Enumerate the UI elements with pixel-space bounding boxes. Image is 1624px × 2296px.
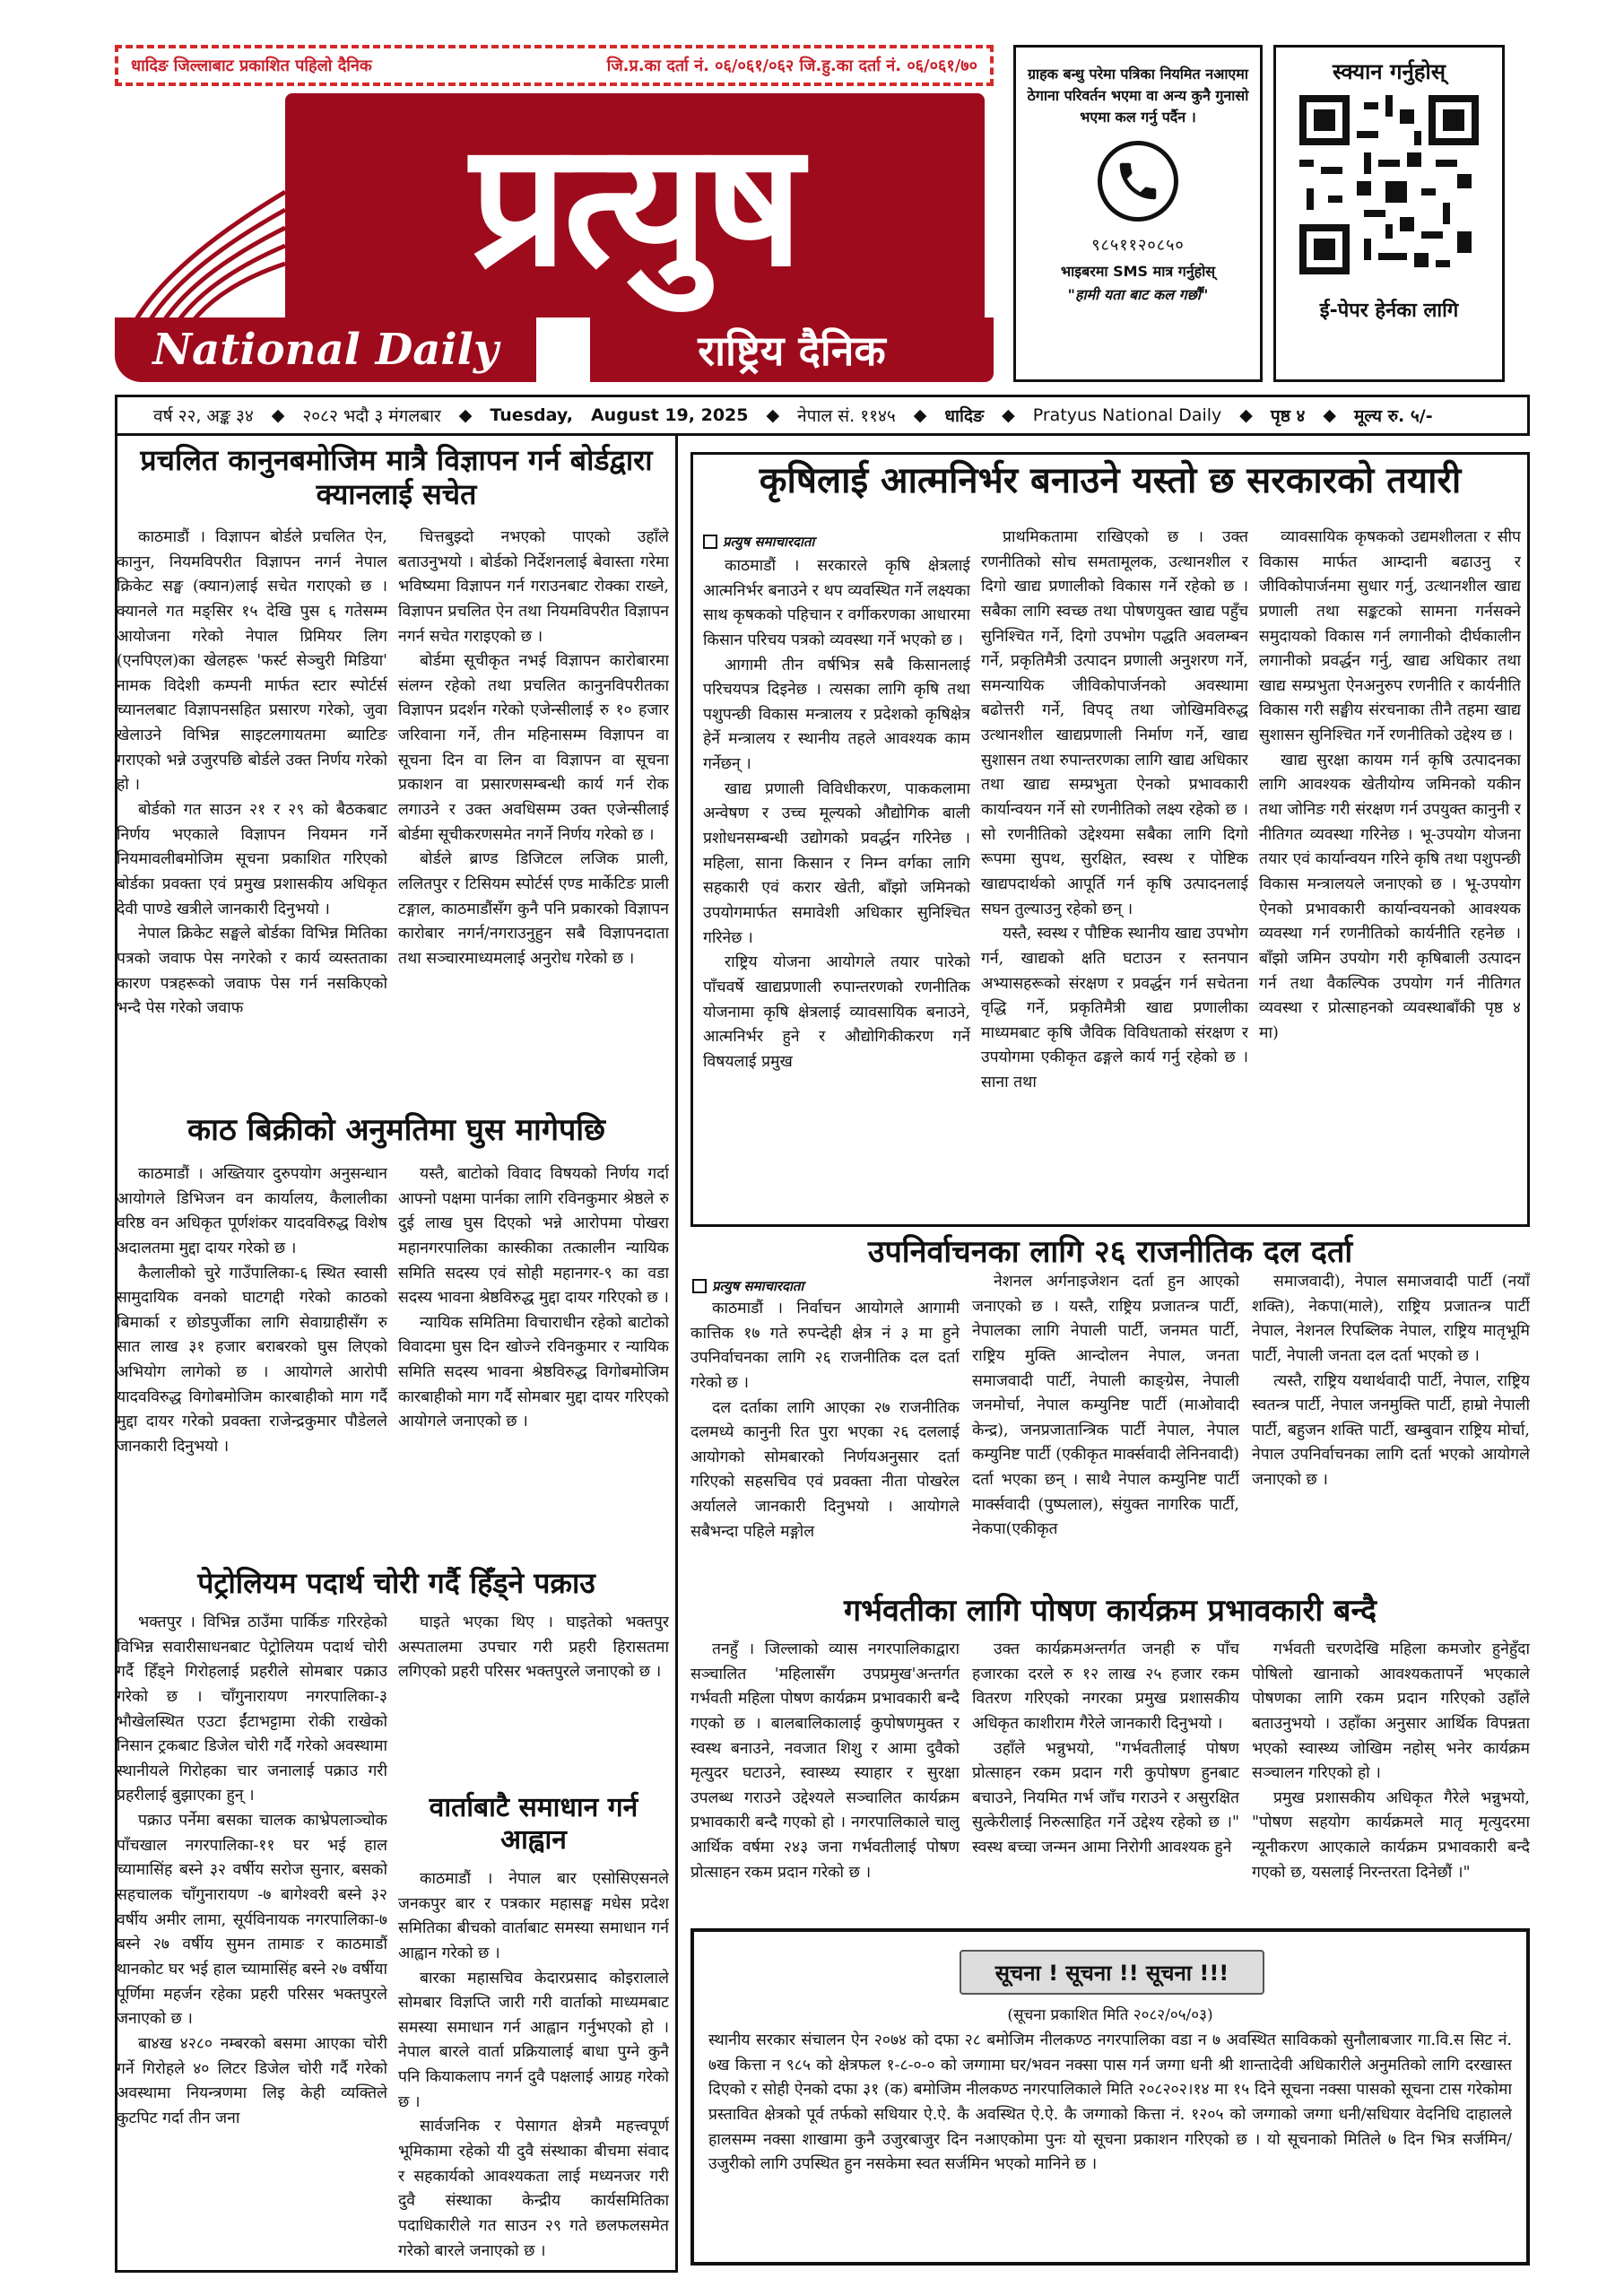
price: मूल्य रु. ५/- [1354, 406, 1433, 426]
story-body-column [398, 1867, 669, 2267]
byline-box-icon [703, 535, 717, 549]
paragraph: घाइते भएका थिए । घाइतेको भक्तपुर अस्पतालमा उपचार गरी प्रहरी हिरासतमा लगिएको प्रहरी परिसर भक्तपुरले जनाएको छ । [398, 1613, 669, 1682]
paragraph: आगामी तीन वर्षभित्र सबै किसानलाई परिचयपत्र दिइनेछ । त्यसका लागि कृषि तथा पशुपन्छी विकास मन्त्रालय र प्रदेशको कृषिक्षेत्र हेर्ने मन्त्रालय र स्थानीय तहले आवश्यक काम गर्नेछन् । [703, 656, 970, 774]
paragraph: बोर्डमा सूचीकृत नभई विज्ञापन कारोबारमा संलग्न रहेको तथा प्रचलित कानुनविपरीतका विज्ञापन प्रदर्शन गरेको एजेन्सीलाई रु १० हजार जरिवाना गर्ने, तीन महिनासम्म विज्ञापन वा सूचना दिन वा लिन वा विज्ञापन वा सूचना प्रकाशन वा प्रसारणसम्बन्धी कार्य गर्न रोक लगाउने र उक्त अवधिसम्म उक्त एजेन्सीलाई बोर्डमा सूचीकरणसमेत नगर्ने निर्णय गरेको छ । [398, 652, 669, 844]
paragraph: व्यावसायिक कृषकको उद्यमशीलता र सीप विकास मार्फत आम्दानी बढाउनु र जीविकोपार्जनमा सुधार गर्नु, उत्थानशील खाद्य प्रणाली तथा सङ्कटको सामना गर्नसक्ने समुदायको विकास गर्न लगानीको दीर्घकालीन लगानीको प्रवर्द्धन गर्नु, खाद्य अधिकार तथा खाद्य सम्प्रभुता ऐनअनुरुप रणनीति र कार्यनीति विकास गरी सङ्घीय संरचनाका तीनै तहमा खाद्य सुशासन सुनिश्चित गर्ने रणनीतिको उद्देश्य छ । [1259, 528, 1521, 745]
nepal-sambat: नेपाल सं. ११४५ [797, 406, 896, 426]
lead-headline[interactable]: कृषिलाई आत्मनिर्भर बनाउने यस्तो छ सरकारको तयारी [759, 460, 1462, 501]
story-body-column [1252, 1638, 1530, 1916]
paragraph: खाद्य प्रणाली विविधीकरण, पाककलामा अन्वेषण र उच्च मूल्यको औद्योगिक बाली प्रशोधनसम्बन्धी उद्योगको प्रवर्द्धन गरिनेछ । महिला, साना किसान र निम्न वर्गका लागि सहकारी एवं करार खेती, बाँझो जमिनको उपयोगमार्फत समावेशी अधिकार सुनिश्चित गरिनेछ । [703, 779, 970, 947]
byline [692, 1277, 803, 1295]
contact-sms-note: भाइबरमा SMS मात्र गर्नुहोस् [1060, 263, 1216, 280]
qr-box [1273, 45, 1505, 382]
paragraph: बोर्डको गत साउन २१ र २९ को बैठकबाट निर्णय भएकाले विज्ञापन नियमन गर्ने नियमावलीबमोजिम सूचना प्रकाशित गरिएको बोर्डका प्रवक्ता एवं प्रमुख प्रशासकीय अधिकृत देवी पाण्डे खत्रीले जानकारी दिनुभयो । [117, 801, 387, 918]
brand-name: Pratyus National Daily [1032, 405, 1222, 425]
story-body-column [398, 1162, 669, 1575]
paragraph: चित्तबुझ्दो नभएको पाएको उहाँले बताउनुभयो । बोर्डको निर्देशनलाई बेवास्ता गरेमा भविष्यमा विज्ञापन गर्न गराउनबाट रोक्का राख्ने, विज्ञापन प्रचलित ऐन तथा नियमविपरीत विज्ञापन नगर्न सचेत गराइएको छ । [398, 528, 669, 646]
paragraph: काठमाडौं । अख्तियार दुरुपयोग अनुसन्धान आयोगले डिभिजन वन कार्यालय, कैलालीका वरिष्ठ वन अधिकृत पूर्णशंकर यादवविरुद्ध विशेष अदालतमा मुद्दा दायर गरेको छ । [117, 1165, 387, 1257]
page-number: पृष्ठ ४ [1270, 406, 1306, 426]
newspaper-logo [115, 93, 994, 382]
story-headline[interactable]: वार्ताबाटै समाधान गर्न आह्वान [429, 1792, 638, 1856]
issue-volume: वर्ष २२, अङ्क ३४ [153, 406, 254, 426]
paragraph: बोर्डले ब्राण्ड डिजिटल लजिक प्राली, ललितपुर र टिसियम स्पोर्टर्स एण्ड मार्केटिङ प्राली टङ्गाल, काठमाडौंसँग कुनै पनि प्रकारको विज्ञापन कारोबार नगर्न/नगराउनुहुन सबै विज्ञापनदाता तथा सञ्चारमाध्यमलाई अनुरोध गरेको छ । [398, 850, 669, 968]
paragraph: उक्त कार्यक्रमअन्तर्गत जनही रु पाँच हजारका दरले रु १२ लाख २५ हजार रकम वितरण गरिएको नगरका प्रमुख प्रशासकीय अधिकृत काशीराम गैरेले जानकारी दिनुभयो । [972, 1640, 1239, 1733]
paragraph: काठमाडौं । निर्वाचन आयोगले आगामी कात्तिक १७ गते रुपन्देही क्षेत्र नं ३ मा हुने उपनिर्वाचनका लागि २६ राजनीतिक दल दर्ता गरेको छ । [690, 1300, 960, 1392]
registration-number: जि.प्र.का दर्ता नं. ०६/०६१/०६२ जि.हु.का दर्ता नं. ०६/०६१/७० [606, 57, 977, 75]
story-body-column [117, 1162, 387, 1575]
paragraph: प्राथमिकतामा राखिएको छ । उक्त रणनीतिको सोच समतामूलक, उत्थानशील र दिगो खाद्य प्रणालीको विकास गर्ने रहेको छ । सबैका लागि स्वच्छ तथा पोषणयुक्त खाद्य पहुँच सुनिश्चित गर्ने, दिगो उपभोग पद्धति अवलम्बन गर्ने, प्रकृतिमैत्री उत्पादन प्रणाली अनुशरण गर्ने, समन्यायिक जीविकोपार्जनको अवस्थामा बढोत्तरी गर्ने, विपद् तथा जोखिमविरुद्ध उत्थानशील खाद्यप्रणाली निर्माण गर्ने, खाद्य सुशासन तथा रुपान्तरणका लागि खाद्य अधिकार तथा खाद्य सम्प्रभुता ऐनको प्रभावकारी कार्यान्वयन गर्ने सो रणनीतिको लक्ष्य रहेको छ । सो रणनीतिको उद्देश्यमा सबैका लागि दिगो रूपमा सुपथ, सुरक्षित, स्वस्थ र पोष्टिक खाद्यपदार्थको आपूर्ति गर्न कृषि उत्पादनलाई सघन तुल्याउनु रहेको छन् । [981, 528, 1248, 918]
logo-nepali-text: राष्ट्रिय दैनिक [698, 326, 886, 375]
story-body-column [117, 1611, 387, 2266]
paragraph: काठमाडौं । विज्ञापन बोर्डले प्रचलित ऐन, कानुन, नियमविपरीत विज्ञापन नगर्न नेपाल क्रिकेट सङ्घ (क्यान)लाई सचेत गराएको छ । क्यानले गत मङ्सिर १५ देखि पुस ६ गतेसम्म आयोजना गरेको नेपाल प्रिमियर लिग (एनपिएल)का खेलहरू 'फर्स्ट सेञ्चुरी मिडिया' नामक विदेशी कम्पनी मार्फत स्टार स्पोर्टर्स च्यानलबाट विज्ञापनसहित प्रसारण गरेको, जुवा खेलाउने विभिन्न साइटलगायतमा ब्याटिङ गराएको भन्ने उजुरपछि बोर्डले उक्त निर्णय गरेको हो । [117, 528, 387, 795]
logo-title: प्रत्युष [470, 106, 800, 304]
byline [703, 533, 814, 551]
notice-date: (सूचना प्रकाशित मिति २०८२/०५/०३) [1007, 2006, 1213, 2024]
story-body-column [117, 526, 387, 1100]
contact-note: ग्राहक बन्धु परेमा पत्रिका नियमित नआएमा ठेगाना परिवर्तन भएमा वा अन्य कुनै गुनासो भएमा कल गर्नु पर्दैन । [1027, 65, 1249, 126]
story-body-column [981, 526, 1248, 1218]
paragraph: सार्वजनिक र पेसागत क्षेत्रमै महत्त्वपूर्ण भूमिकामा रहेको यी दुवै संस्थाका बीचमा संवाद र सहकार्यको आवश्यकता लाई मध्यनजर गरी दुवै संस्थाका केन्द्रीय कार्यसमितिका पदाधिकारीले गत साउन २९ गते छलफलसमेत गरेको बारले जनाएको छ । [398, 2118, 669, 2260]
paragraph: कैलालीको चुरे गाउँपालिका-६ स्थित स्वासी सामुदायिक वनको घाटगद्दी गरेको काठको बिमार्का र छोडपुर्जीका लागि सेवाग्राहीसँग रु सात लाख ३१ हजार बराबरको घुस लिएको अभियोग लागेको छ । आयोगले आरोपी यादवविरुद्ध विगोबमोजिम कारबाहीको माग गर्दै मुद्दा दायर गरेको प्रवक्ता राजेन्द्रकुमार पौडेलले जानकारी दिनुभयो । [117, 1264, 387, 1457]
paragraph: त्यस्तै, राष्ट्रिय यथार्थवादी पार्टी, नेपाल, राष्ट्रिय स्वतन्त्र पार्टी, नेपाल जनमुक्ति पार्टी, हाम्रो नेपाली पार्टी, बहुजन शक्ति पार्टी, खम्बुवान राष्ट्रिय मोर्चा, नेपाल उपनिर्वाचनका लागि दर्ता भएको आयोगले जनाएको छ । [1252, 1371, 1530, 1490]
issue-place: धादिङ [944, 406, 985, 426]
paragraph: भक्तपुर । विभिन्न ठाउँमा पार्किङ गरिरहेको विभिन्न सवारीसाधनबाट पेट्रोलियम पदार्थ चोरी गर्दै हिँड्ने गिरोहलाई प्रहरीले सोमबार पक्राउ गरेको छ । चाँगुनारायण नगरपालिका-३ भौखेलस्थित एउटा ईंटाभट्टामा रोकी राखेको निसान ट्रकबाट डिजेल चोरी गर्दै गरेको अवस्थामा स्थानीयले गिरोहका चार जनालाई पक्राउ गरी प्रहरीलाई बुझाएका हुन् । [117, 1613, 387, 1805]
logo-english-block [115, 317, 536, 382]
paragraph: खाद्य सुरक्षा कायम गर्न कृषि उत्पादनका लागि आवश्यक खेतीयोग्य जमिनको यकीन तथा जोनिङ गरी संरक्षण गर्न उपयुक्त कानुनी र नीतिगत व्यवस्था गरिनेछ । भू-उपयोग योजना तयार एवं कार्यान्वयन गरिने कृषि तथा पशुपन्छी विकास मन्त्रालयले जनाएको छ । भू-उपयोग ऐनको प्रभावकारी कार्यान्वयनको आवश्यक व्यवस्था गर्न रणनीतिको कार्यनीति रहनेछ । बाँझो जमिन उपयोग गरी कृषिबाली उत्पादन गर्न तथा वैकल्पिक उपयोग गर्न नीतिगत व्यवस्था र प्रोत्साहनको व्यवस्थाबाँकी पृष्ठ ४ मा) [1259, 751, 1521, 1042]
paragraph: राष्ट्रिय योजना आयोगले तयार पारेको पाँचवर्षे खाद्यप्रणाली रुपान्तरणको रणनीतिक योजनामा कृषि क्षेत्रलाई व्यावसायिक बनाउने, आत्मनिर्भर हुने र औद्योगिकीकरण गर्ने विषयलाई प्रमुख [703, 953, 970, 1071]
byline-text: प्रत्युष समाचारदाता [723, 534, 815, 550]
paragraph: यस्तै, स्वस्थ र पौष्टिक स्थानीय खाद्य उपभोग गर्न, खाद्यको क्षति घटाउन र स्तनपान अभ्यासहरूको संरक्षण र प्रवर्द्धन गर्न सचेतना वृद्धि गर्ने, प्रकृतिमैत्री खाद्य प्रणालीका माध्यमबाट कृषि जैविक विविधताको संरक्षण र उपयोगमा एकीकृत ढङ्गले कार्य गर्नु रहेको छ । साना तथा [981, 925, 1248, 1092]
paragraph: तनहुँ । जिल्लाको व्यास नगरपालिकाद्वारा सञ्चालित 'महिलासँग उपप्रमुख'अन्तर्गत गर्भवती महिला पोषण कार्यक्रम प्रभावकारी बन्दै गएको छ । बालबालिकालाई कुपोषणमुक्त र स्वस्थ बनाउने, नवजात शिशु र आमा दुवैको मृत्युदर घटाउने, स्वास्थ्य स्याहार र सुरक्षा उपलब्ध गराउने उद्देश्यले सञ्चालित कार्यक्रम प्रभावकारी बन्दै गएको हो । नगरपालिकाले चालु आर्थिक वर्षमा २४३ जना गर्भवतीलाई पोषण प्रोत्साहन रकम प्रदान गरेको छ । [690, 1640, 960, 1882]
paragraph: प्रमुख प्रशासकीय अधिकृत गैरेले भन्नुभयो, "पोषण सहयोग कार्यक्रमले मातृ मृत्युदरमा न्यूनीकरण आएकाले कार्यक्रम प्रभावकारी बन्दै गएको छ, यसलाई निरन्तरता दिनेछौं ।" [1252, 1788, 1530, 1882]
qr-code-icon[interactable] [1299, 95, 1479, 274]
contact-phone-number[interactable]: ९८५११२०८५० [1091, 236, 1185, 255]
story-body-column [703, 554, 970, 1218]
paragraph: नेपाल क्रिकेट सङ्घले बोर्डका विभिन्न मितिका पत्रको जवाफ पेस नगरेको र कार्य व्यस्तताका कारण पत्रहरूको जवाफ पेस गर्न नसकिएको भन्दै पेस गरेको जवाफ [117, 925, 387, 1018]
paragraph: काठमाडौं । सरकारले कृषि क्षेत्रलाई आत्मनिर्भर बनाउने र थप व्यवस्थित गर्ने लक्ष्यका साथ कृषकको पहिचान र वर्गीकरणका आधारमा किसान परिचय पत्रको व्यवस्था गर्ने भएको छ । [703, 557, 970, 649]
paragraph: समाजवादी), नेपाल समाजवादी पार्टी (नयाँ शक्ति), नेकपा(माले), राष्ट्रिय प्रजातन्त्र पार्टी नेपाल, नेशनल रिपब्लिक नेपाल, राष्ट्रिय मातृभूमि पार्टी, नेपाली जनता दल दर्ता भएको छ । [1252, 1273, 1530, 1365]
paragraph: काठमाडौं । नेपाल बार एसोसिएसनले जनकपुर बार र पत्रकार महासङ्घ मधेस प्रदेश समितिका बीचको वार्ताबाट समस्या समाधान गर्न आह्वान गरेको छ । [398, 1870, 669, 1962]
byline-box-icon [692, 1279, 707, 1293]
logo-nepali-block [590, 317, 994, 382]
story-body-column [690, 1638, 960, 1916]
contact-box [1013, 45, 1263, 382]
logo-main-block [285, 93, 985, 317]
paragraph: गर्भवती चरणदेखि महिला कमजोर हुनेहुँदा पोषिलो खानाको आवश्यकतापर्ने भएकाले पोषणका लागि रकम प्रदान गरिएको उहाँले बताउनुभयो । उहाँका अनुसार आर्थिक विपन्नता भएको स्वास्थ्य जोखिम नहोस् भनेर कार्यक्रम सञ्चालन गरिएको हो । [1252, 1640, 1530, 1783]
paragraph: यस्तै, बाटोको विवाद विषयको निर्णय गर्दा आफ्नो पक्षमा पार्नका लागि रविनकुमार श्रेष्ठले रु दुई लाख घुस दिएको भन्ने आरोपमा पोखरा महानगरपालिका कास्कीका तत्कालीन न्यायिक समिति सदस्य एवं सोही महानगर-९ का वडा सदस्य भावना श्रेष्ठविरुद्ध मुद्दा दायर गरिएको छ । [398, 1165, 669, 1308]
paragraph: न्यायिक समितिमा विचाराधीन रहेको बाटोको विवादमा घुस दिन खोज्ने रविनकुमार र न्यायिक समिति सदस्य भावना श्रेष्ठविरुद्ध विगोबमोजिम कारबाहीको माग गर्दै सोमबार मुद्दा दायर गरिएको आयोगले जनाएको छ । [398, 1313, 669, 1431]
issue-info-bar: वर्ष २२, अङ्क ३४ ◆ २०८२ भदौ ३ मंगलबार ◆ Tuesday, August 19, 2025 ◆ नेपाल सं. ११४५ ◆ धादिङ ◆ Pratyus National Daily ◆ पृष्ठ ४ ◆ मूल्य रु. ५/- [115, 395, 1530, 436]
masthead-tagline: धादिङ जिल्लाबाट प्रकाशित पहिलो दैनिक [131, 57, 372, 75]
story-headline[interactable]: काठ बिक्रीको अनुमतिमा घुस मागेपछि [187, 1112, 605, 1148]
qr-scan-label: स्क्यान गर्नुहोस् [1332, 59, 1446, 84]
story-body-column [972, 1638, 1239, 1916]
paragraph: बा४ख ४२८० नम्बरको बसमा आएका चोरी गर्ने गिरोहले ४० लिटर डिजेल चोरी गर्दै गरेको अवस्थामा नियन्त्रणमा लिइ केही व्यक्तिले कुटपिट गर्दा तीन जना [117, 2034, 387, 2127]
contact-quote: "हामी यता बाट कल गर्छौं" [1067, 286, 1209, 303]
story-body-column [1259, 526, 1521, 1218]
story-body-column [972, 1270, 1239, 1587]
phone-icon [1098, 141, 1178, 222]
issue-date-english: August 19, 2025 [590, 405, 749, 425]
notice-title: सूचना ! सूचना !! सूचना !!! [960, 1950, 1264, 1995]
story-body-column [1252, 1270, 1530, 1587]
paragraph: बारका महासचिव केदारप्रसाद कोइरालाले सोमबार विज्ञप्ति जारी गरी वार्ताको माध्यमबाट समस्या समाधान गर्न आह्वान गर्नुभएको हो । नेपाल बारले वार्ता प्रक्रियालाई बाधा पुग्ने कुनै पनि कियाकलाप नगर्न दुवै पक्षलाई आग्रह गरेको छ । [398, 1969, 669, 2111]
paragraph: उहाँले भन्नुभयो, "गर्भवतीलाई पोषण प्रोत्साहन रकम प्रदान गरी कुपोषण हुनबाट बचाउने, नियमित गर्भ जाँच गराउने र असुरक्षित सुत्केरीलाई निरुत्साहित गर्ने उद्देश्य रहेको छ ।" स्वस्थ बच्चा जन्मन आमा निरोगी आवश्यक हुने [972, 1739, 1239, 1857]
notice-body: स्थानीय सरकार संचालन ऐन २०७४ को दफा २८ बमोजिम नीलकण्ठ नगरपालिका वडा न ७ अवस्थित साविकको सुनौलाबजार गा.वि.स सिट नं. ७ख कित्ता न ९८५ को क्षेत्रफल १-८-०-० को जग्गामा घर/भवन नक्सा पास गर्न जग्गा धनी श्री शान्तादेवी अधिकारीले अनुमतिको लागि दरखास्त दिएको र सोही ऐनको दफा ३१ (क) बमोजिम नीलकण्ठ नगरपालिकाले मिति २०८२०२।१४ मा १५ दिने सूचना नक्सा पासको सूचना टास गरेकोमा प्रस्तावित क्षेत्रको पूर्व तर्फको सधियार ऐ.ऐ. कै अवस्थित ऐ.ऐ. कै जग्गाको कित्ता नं. १२०५ को जग्गाको जग्गा धनी/सधियार वेदनिधि दाहालले हालसम्म नक्सा शाखामा कुनै उजुरबाजुर दिन नआएकोमा पुनः यो सूचना प्रकाशन गरिएको छ । यो सूचनाको मितिले ७ दिन भित्र सर्जमिन/उजुरीको लागि उपस्थित हुन नसकेमा स्वत सर्जमिन भएको मानिने छ । [708, 2031, 1512, 2174]
paragraph: नेशनल अर्गनाइजेशन दर्ता हुन आएको जनाएको छ । यस्तै, राष्ट्रिय प्रजातन्त्र पार्टी, नेपालका लागि नेपाली पार्टी, जनमत पार्टी, राष्ट्रिय मुक्ति आन्दोलन नेपाल, जनता समाजवादी पार्टी, नेपाली काङ्ग्रेस, नेपाली जनमोर्चा, नेपाल कम्युनिष्ट पार्टी (माओवादी केन्द्र), जनप्रजातान्त्रिक पार्टी नेपाल, नेपाल कम्युनिष्ट पार्टी (एकीकृत मार्क्सवादी लेनिनवादी) दर्ता भएका छन् । साथै नेपाल कम्युनिष्ट पार्टी मार्क्सवादी (पुष्पलाल), संयुक्त नागरिक पार्टी, नेकपा(एकीकृत [972, 1273, 1239, 1539]
byline-text: प्रत्युष समाचारदाता [712, 1278, 804, 1294]
story-body-column [398, 1611, 669, 1787]
story-body-column [690, 1297, 960, 1587]
story-headline[interactable]: पेट्रोलियम पदार्थ चोरी गर्दै हिँड्ने पक्राउ [197, 1566, 595, 1600]
issue-weekday: Tuesday, [490, 405, 573, 425]
paragraph: दल दर्ताका लागि आएका २७ राजनीतिक दलमध्ये कानुनी रित पुरा भएका २६ दललाई आयोगको सोमबारको निर्णयअनुसार दर्ता गरिएको सहसचिव एवं प्रवक्ता नीता पोखरेल अर्यालले जानकारी दिनुभयो । आयोगले सबैभन्दा पहिले मङ्गोल [690, 1398, 960, 1541]
masthead-strip [115, 45, 994, 86]
issue-date-nepali: २०८२ भदौ ३ मंगलबार [302, 406, 441, 426]
story-headline[interactable]: प्रचलित कानुनबमोजिम मात्रै विज्ञापन गर्न बोर्डद्वारा क्यानलाई सचेत [140, 443, 653, 512]
paragraph: पक्राउ पर्नेमा बसका चालक काभ्रेपलाञ्चोक पाँचखाल नगरपालिका-११ घर भई हाल च्यामासिंह बस्ने ३२ वर्षीय सरोज सुनार, बसको सहचालक चाँगुनारायण -७ बागेश्वरी बस्ने ३२ वर्षीय अमीर लामा, सूर्यविनायक नगरपालिका-७ बस्ने २७ वर्षीय सुमन तामाङ र काठमाडौं थानकोट घर भई हाल च्यामासिंह बस्ने २७ वर्षीया पूर्णिमा महर्जन रहेका प्रहरी परिसर भक्तपुरले जनाएको छ । [117, 1812, 387, 2029]
story-headline[interactable]: गर्भवतीका लागि पोषण कार्यक्रम प्रभावकारी बन्दै [843, 1593, 1377, 1629]
logo-english-text: National Daily [152, 325, 499, 375]
story-headline[interactable]: उपनिर्वाचनका लागि २६ राजनीतिक दल दर्ता [867, 1234, 1353, 1270]
story-body-column [398, 526, 669, 1100]
qr-epaper-label: ई-पेपर हेर्नका लागि [1319, 300, 1459, 322]
